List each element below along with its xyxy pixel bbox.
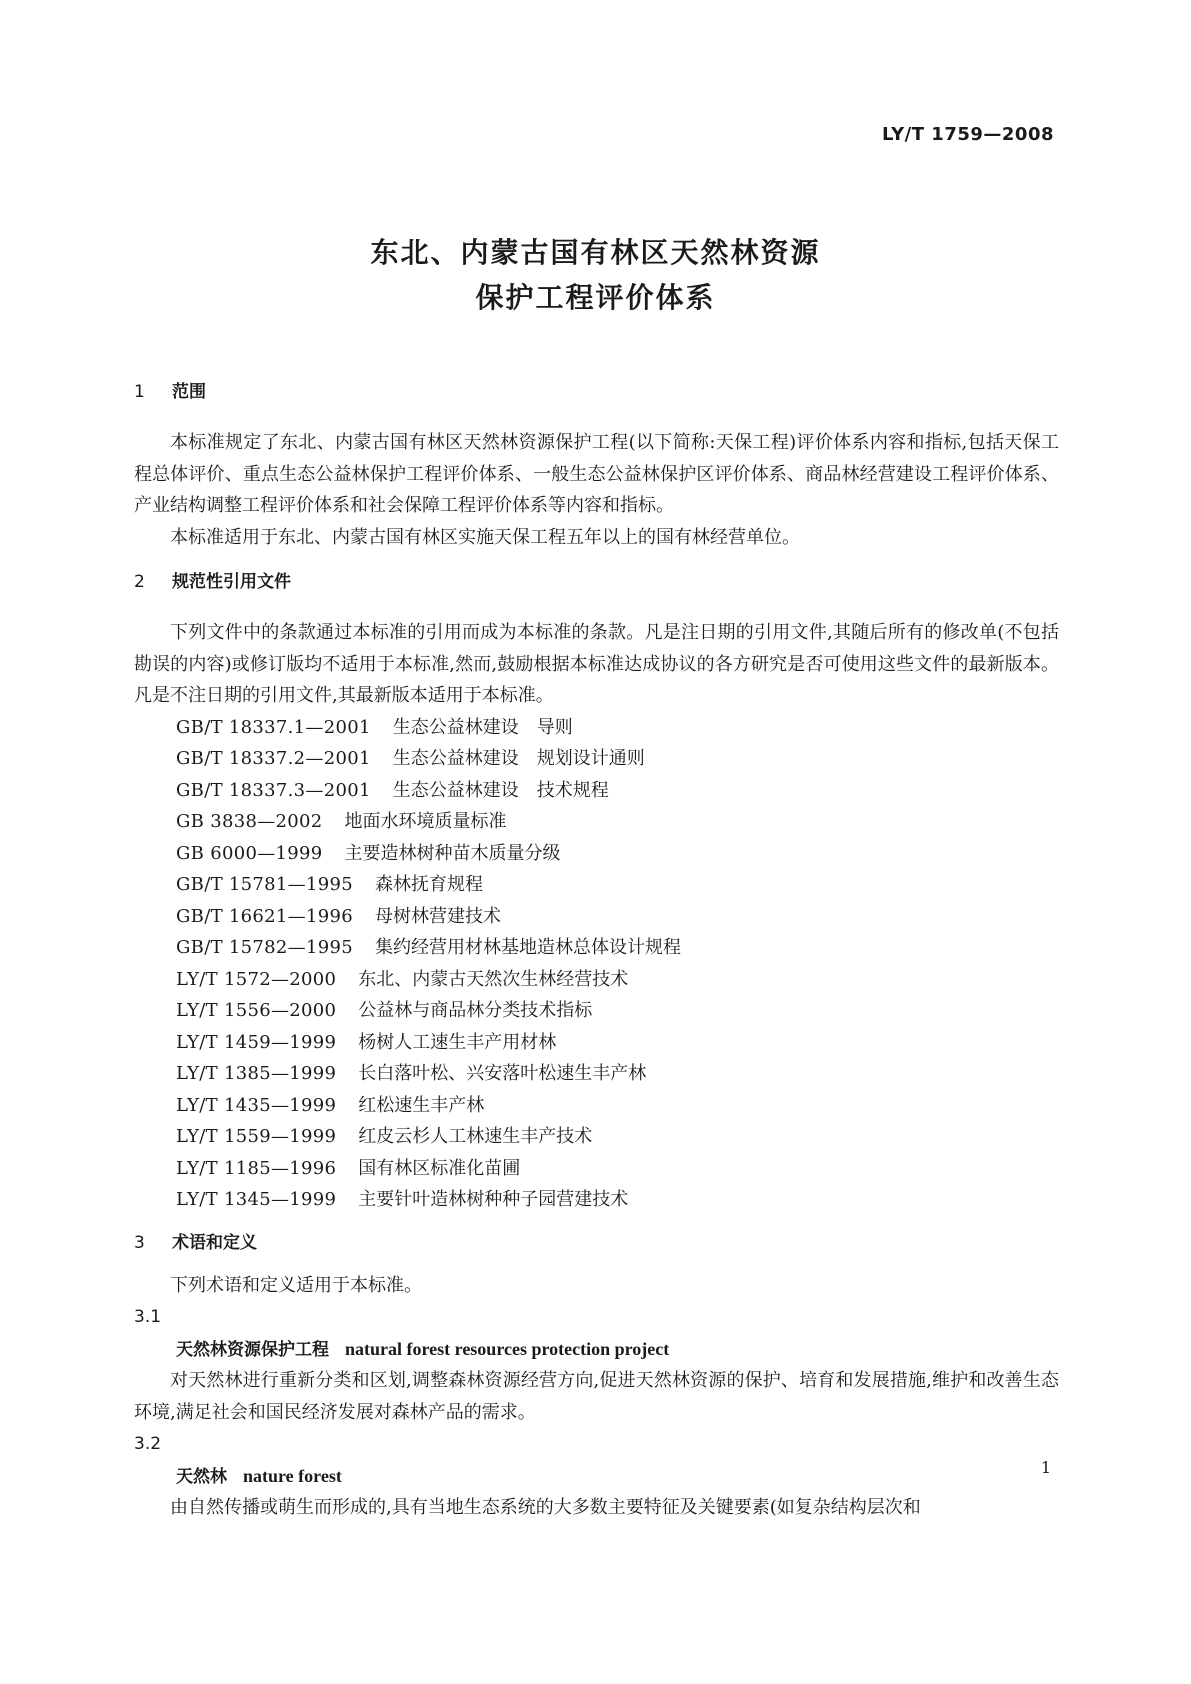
references-paragraph: 下列文件中的条款通过本标准的引用而成为本标准的条款。凡是注日期的引用文件,其随后所有的修改单(不包括勘误的内容)或修订版均不适用于本标准,然而,鼓励根据本标准达成协议的各方研究是否可使用这些文件的最新版本。凡是不注日期的引用文件,其最新版本适用于本标准。 [134,622,1059,706]
scope-paragraph: 本标准规定了东北、内蒙古国有林区天然林资源保护工程(以下简称:天保工程)评价体系内容和指标,包括天保工程总体评价、重点生态公益林保护工程评价体系、一般生态公益林保护区评价体系、商品林经营建设工程评价体系、产业结构调整工程评价体系和社会保障工程评价体系等内容和指标。 [134,432,1059,516]
page-number: 1 [1040,1458,1051,1477]
section-title: 规范性引用文件 [172,572,291,592]
reference-title: 长白落叶松、兴安落叶松速生丰产林 [358,1063,647,1084]
section-number: 1 [134,382,145,402]
reference-item [134,1058,1059,1090]
standard-code: LY/T 1759—2008 [881,124,1054,145]
reference-item [134,1027,1059,1059]
terms-intro: 下列术语和定义适用于本标准。 [170,1274,422,1296]
reference-title: 生态公益林建设 技术规程 [392,779,609,801]
reference-title: 主要针叶造林树种种子园营建技术 [358,1189,629,1210]
reference-item [134,932,1059,964]
document-body [134,377,1059,1524]
reference-code: LY/T 1345—1999 [176,1189,337,1210]
reference-list [134,712,1059,1216]
reference-code: LY/T 1385—1999 [176,1063,337,1084]
reference-code: LY/T 1185—1996 [176,1157,337,1179]
reference-item [134,964,1059,996]
section-title: 术语和定义 [172,1232,257,1253]
reference-code: LY/T 1572—2000 [176,968,337,990]
reference-item [134,712,1059,744]
section-number: 3 [134,1232,145,1253]
term-chinese: 天然林资源保护工程 [176,1340,329,1360]
term-english: nature forest [243,1466,342,1486]
reference-item [134,1153,1059,1185]
reference-code: LY/T 1556—2000 [176,1000,337,1021]
reference-item [134,869,1059,901]
reference-item [134,901,1059,933]
reference-code: GB/T 18337.3—2001 [176,779,371,801]
reference-item [134,1184,1059,1216]
reference-title: 森林抚育规程 [374,874,483,895]
section-heading-normative-references [134,567,1059,597]
reference-code: GB/T 16621—1996 [176,905,353,927]
term-english: natural forest resources protection project [345,1339,670,1359]
reference-code: GB/T 18337.2—2001 [176,748,371,769]
reference-title: 红皮云杉人工林速生丰产技术 [358,1126,593,1147]
reference-code: GB/T 15781—1995 [176,874,353,895]
reference-title: 母树林营建技术 [374,905,501,927]
term-heading [134,1460,1059,1492]
reference-code: GB/T 18337.1—2001 [176,716,371,738]
reference-item [134,743,1059,775]
term-definition: 由自然传播或萌生而形成的,具有当地生态系统的大多数主要特征及关键要素(如复杂结构层次和 [170,1497,921,1518]
reference-item [134,995,1059,1027]
reference-title: 地面水环境质量标准 [344,811,507,832]
reference-title: 公益林与商品林分类技术指标 [358,1000,593,1021]
reference-code: LY/T 1435—1999 [176,1094,337,1116]
section-heading-terms-definitions [134,1228,1059,1258]
reference-item [134,838,1059,870]
reference-title: 主要造林树种苗木质量分级 [344,842,561,864]
term-chinese: 天然林 [176,1467,227,1487]
clause-number: 3.1 [134,1307,162,1327]
reference-title: 集约经营用材林基地造林总体设计规程 [374,937,681,958]
reference-item [134,1121,1059,1153]
term-heading [134,1333,1059,1365]
reference-title: 国有林区标准化苗圃 [358,1157,521,1179]
reference-code: GB/T 15782—1995 [176,937,353,958]
reference-title: 东北、内蒙古天然次生林经营技术 [358,968,629,990]
section-title: 范围 [172,382,206,402]
reference-title: 杨树人工速生丰产用材林 [358,1031,557,1053]
reference-code: GB 6000—1999 [176,842,323,864]
document-title-line-2: 保护工程评价体系 [475,281,716,314]
section-number: 2 [134,572,145,592]
reference-code: LY/T 1459—1999 [176,1031,337,1053]
reference-item [134,806,1059,838]
reference-code: LY/T 1559—1999 [176,1126,337,1147]
scope-paragraph: 本标准适用于东北、内蒙古国有林区实施天保工程五年以上的国有林经营单位。 [170,526,800,548]
term-definition: 对天然林进行重新分类和区划,调整森林资源经营方向,促进天然林资源的保护、培育和发展措施,维护和改善生态环境,满足社会和国民经济发展对森林产品的需求。 [134,1370,1059,1423]
reference-title: 生态公益林建设 导则 [392,716,573,738]
reference-code: GB 3838—2002 [176,811,323,832]
clause-number: 3.2 [134,1434,162,1454]
reference-title: 生态公益林建设 规划设计通则 [392,748,645,769]
reference-title: 红松速生丰产林 [358,1094,485,1116]
reference-item [134,775,1059,807]
section-heading-scope [134,377,1059,407]
reference-item [134,1090,1059,1122]
document-title-line-1: 东北、内蒙古国有林区天然林资源 [370,236,821,269]
